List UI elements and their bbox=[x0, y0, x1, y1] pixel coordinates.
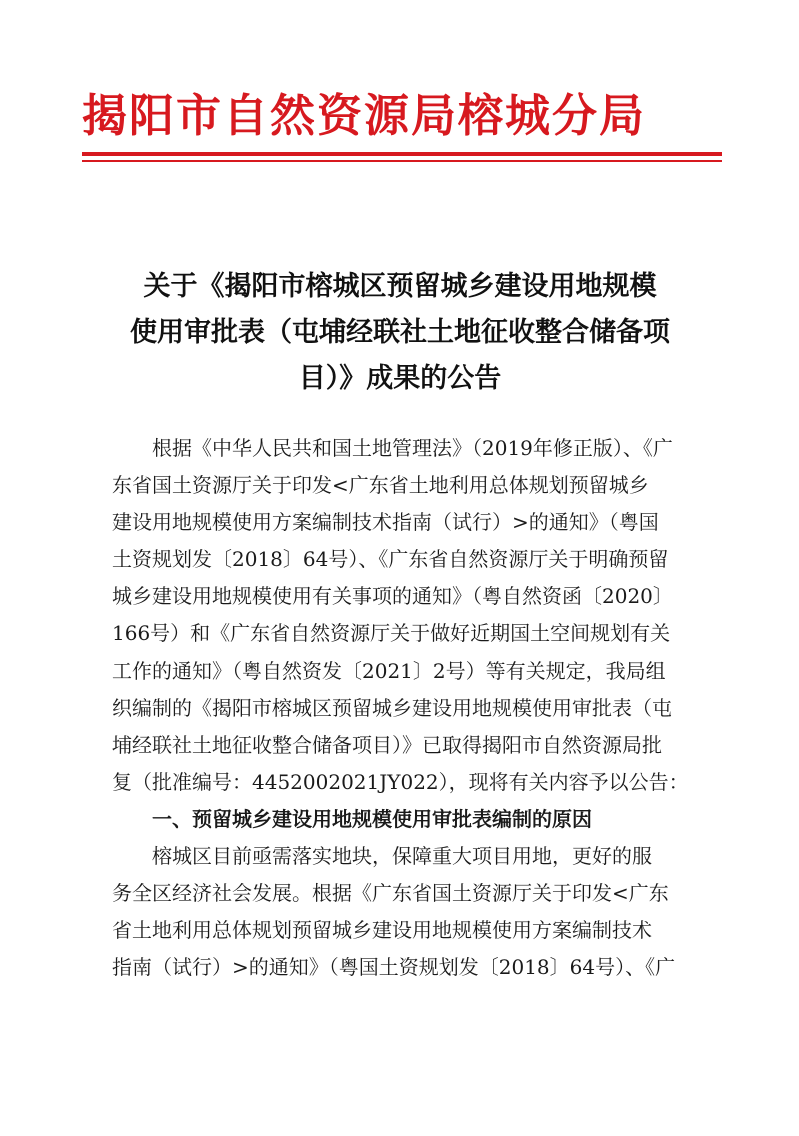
organization-header: 揭阳市自然资源局榕城分局 bbox=[82, 89, 647, 142]
section-line: 榕城区目前亟需落实地块，保障重大项目用地，更好的服 bbox=[152, 844, 652, 869]
document-body bbox=[112, 430, 692, 986]
body-line: 埔经联社土地征收整合储备项目）》已取得揭阳市自然资源局批 bbox=[112, 732, 662, 757]
body-line: 织编制的《揭阳市榕城区预留城乡建设用地规模使用审批表（屯 bbox=[112, 695, 672, 720]
header-red-rule-thin bbox=[82, 160, 722, 162]
body-line: 土资规划发〔2018〕64号）、《广东省自然资源厅关于明确预留 bbox=[112, 547, 669, 572]
body-line: 东省国土资源厅关于印发<广东省土地利用总体规划预留城乡 bbox=[112, 473, 649, 498]
body-line: 复（批准编号：4452002021JY022），现将有关内容予以公告： bbox=[112, 769, 689, 794]
body-line: 166号）和《广东省自然资源厅关于做好近期国土空间规划有关 bbox=[112, 621, 671, 646]
document-title bbox=[90, 264, 710, 402]
title-line-2: 使用审批表（屯埔经联社土地征收整合储备项 bbox=[130, 317, 670, 348]
header-red-rule-thick bbox=[82, 152, 722, 156]
title-line-1: 关于《揭阳市榕城区预留城乡建设用地规模 bbox=[143, 271, 657, 302]
body-line: 城乡建设用地规模使用有关事项的通知》（粤自然资函〔2020〕 bbox=[112, 584, 673, 609]
body-line: 根据《中华人民共和国土地管理法》（2019年修正版）、《广 bbox=[152, 436, 673, 460]
section-line: 务全区经济社会发展。根据《广东省国土资源厅关于印发<广东 bbox=[112, 881, 669, 906]
section-heading: 一、预留城乡建设用地规模使用审批表编制的原因 bbox=[152, 806, 592, 831]
body-line: 工作的通知》（粤自然资发〔2021〕2号）等有关规定，我局组 bbox=[112, 658, 666, 683]
title-line-3: 目）》成果的公告 bbox=[298, 363, 502, 394]
section-line: 指南（试行）>的通知》（粤国土资规划发〔2018〕64号）、《广 bbox=[112, 955, 676, 980]
section-line: 省土地利用总体规划预留城乡建设用地规模使用方案编制技术 bbox=[112, 918, 652, 943]
body-line: 建设用地规模使用方案编制技术指南（试行）>的通知》（粤国 bbox=[112, 510, 659, 535]
